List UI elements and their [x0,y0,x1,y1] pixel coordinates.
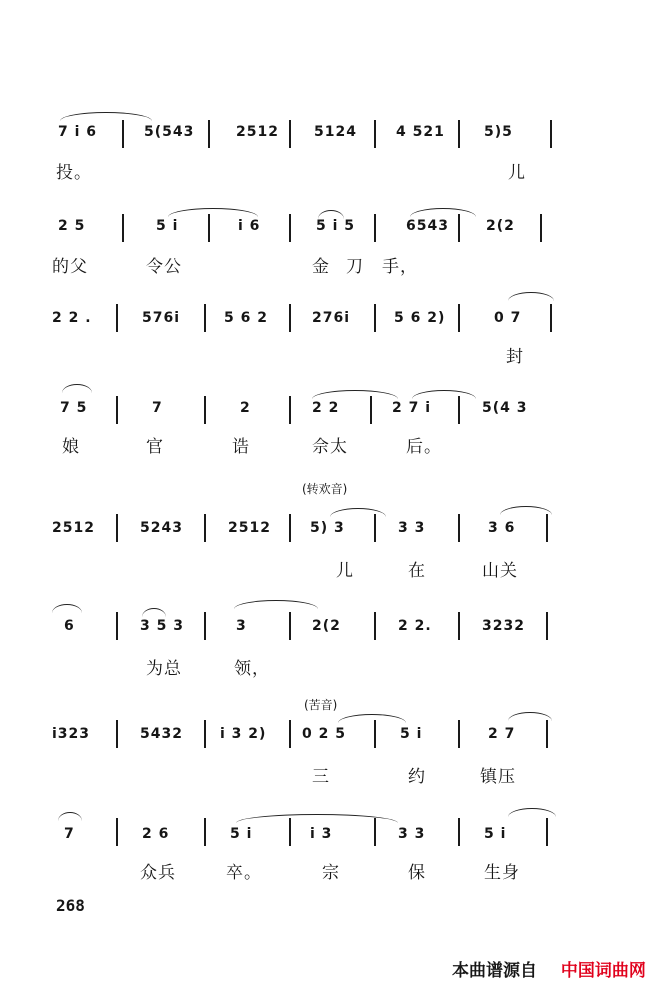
note-group: 0 7 [494,310,522,326]
note-group: 2 [240,400,251,416]
bar-line [374,612,376,640]
bar-line [458,304,460,332]
lyric: 宗 [322,863,340,883]
note-group: 3 3 [398,520,426,536]
bar-line [289,304,291,332]
bar-line [116,612,118,640]
footer-site-link[interactable]: 中国词曲网 [560,961,646,981]
note-group: 2512 [52,520,95,536]
bar-line [208,214,210,242]
bar-line [122,214,124,242]
bar-line [458,720,460,748]
bar-line [374,514,376,542]
note-group: 5(4 3 [482,400,528,416]
lyric: 后。 [406,437,442,457]
note-group: 3 [236,618,247,634]
note-group: i 3 [310,826,333,842]
slur [168,208,258,217]
note-group: 2 7 [488,726,516,742]
bar-line [374,304,376,332]
bar-line [116,514,118,542]
bar-line [546,612,548,640]
note-group: 5)5 [484,124,513,140]
bar-line [204,720,206,748]
bar-line [116,720,118,748]
bar-line [122,120,124,148]
note-group: 7 i 6 [58,124,98,140]
bar-line [116,396,118,424]
lyric: 领， [234,659,270,679]
lyric: 保 [408,863,426,883]
bar-line [374,818,376,846]
lyric: 封 [506,347,524,367]
slur [62,384,92,393]
note-group: 5 i [156,218,179,234]
bar-line [116,818,118,846]
note-group: 2(2 [312,618,341,634]
bar-line [540,214,542,242]
slur [500,506,552,515]
lyric: 三 [312,767,330,787]
page-number: 268 [56,896,85,915]
slur [412,390,476,399]
bar-line [289,720,291,748]
bar-line [289,612,291,640]
note-group: 576i [142,310,181,326]
bar-line [458,612,460,640]
lyric: 佘太 [312,437,348,457]
slur [60,112,152,121]
section-label: (苦音) [304,698,338,712]
note-group: i323 [52,726,91,742]
note-group: 3232 [482,618,525,634]
bar-line [458,818,460,846]
bar-line [374,720,376,748]
lyric: 儿 [508,163,526,183]
note-group: 2(2 [486,218,515,234]
lyric: 诰 [232,437,250,457]
lyric: 官 [146,437,164,457]
note-group: 4 521 [396,124,445,140]
note-group: 2 2 . [52,310,92,326]
lyric: 约 [408,767,426,787]
note-group: 2512 [236,124,279,140]
lyric: 生身 [484,863,520,883]
note-group: 5 6 2) [394,310,446,326]
note-group: 2 2 [312,400,340,416]
bar-line [116,304,118,332]
bar-line [458,396,460,424]
lyric: 众兵 [140,863,176,883]
bar-line [289,514,291,542]
lyric: 的父 [52,257,88,277]
bar-line [289,120,291,148]
note-group: 276i [312,310,351,326]
bar-line [204,396,206,424]
slur [52,604,82,613]
note-group: 2 2. [398,618,432,634]
bar-line [458,214,460,242]
bar-line [289,214,291,242]
note-group: 3 6 [488,520,516,536]
bar-line [204,818,206,846]
note-group: 5124 [314,124,357,140]
note-group: 5 i 5 [316,218,356,234]
lyric: 在 [408,561,426,581]
bar-line [370,396,372,424]
lyric: 娘 [62,437,80,457]
note-group: 3 3 [398,826,426,842]
note-group: 5243 [140,520,183,536]
footer-source: 本曲谱源自 [452,961,537,981]
note-group: 5432 [140,726,183,742]
lyric: 儿 [336,561,354,581]
slur [58,812,82,821]
bar-line [546,514,548,542]
bar-line [204,514,206,542]
bar-line [374,120,376,148]
bar-line [458,120,460,148]
bar-line [289,396,291,424]
slur [312,390,398,399]
slur [142,608,166,617]
lyric: 投。 [56,163,92,183]
bar-line [458,514,460,542]
bar-line [374,214,376,242]
lyric: 令公 [146,257,182,277]
note-group: 3 5 3 [140,618,184,634]
note-group: 0 2 5 [302,726,346,742]
note-group: 5 i [230,826,253,842]
note-group: 5 i [400,726,423,742]
slur [410,208,476,217]
lyric: 卒。 [226,863,262,883]
note-group: 5 6 2 [224,310,268,326]
note-group: i 6 [238,218,261,234]
bar-line [204,612,206,640]
note-group: 7 5 [60,400,88,416]
note-group: 2 5 [58,218,86,234]
bar-line [208,120,210,148]
note-group: 5(543 [144,124,195,140]
bar-line [546,818,548,846]
section-label: (转欢音) [302,482,348,496]
slur [338,714,406,723]
slur [330,508,386,517]
slur [508,292,554,301]
footer [452,956,646,981]
bar-line [289,818,291,846]
note-group: 2 7 i [392,400,432,416]
note-group: 5) 3 [310,520,345,536]
note-group: 2512 [228,520,271,536]
lyric: 手， [382,257,418,277]
note-group: i 3 2) [220,726,267,742]
lyric: 山关 [482,561,518,581]
note-group: 7 [64,826,75,842]
note-group: 7 [152,400,163,416]
slur [234,600,318,609]
bar-line [550,304,552,332]
slur [508,808,556,817]
bar-line [550,120,552,148]
lyric: 为总 [146,659,182,679]
lyric: 镇压 [480,767,516,787]
bar-line [546,720,548,748]
note-group: 5 i [484,826,507,842]
lyric: 刀 [346,257,364,277]
lyric: 金 [312,257,330,277]
note-group: 2 6 [142,826,170,842]
bar-line [204,304,206,332]
note-group: 6543 [406,218,449,234]
note-group: 6 [64,618,75,634]
